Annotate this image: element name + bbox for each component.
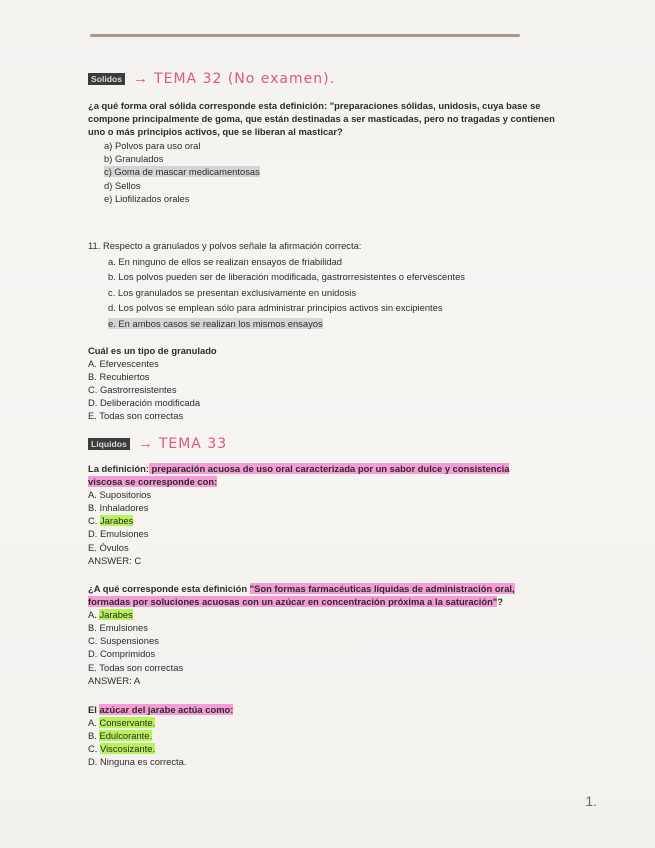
- option: a) Polvos para uso oral: [104, 140, 201, 152]
- option: D. Ninguna es correcta.: [88, 756, 187, 768]
- option: e) Liofilizados orales: [104, 192, 190, 204]
- option-answer: C. Jarabes: [88, 515, 134, 527]
- option-highlighted: e. En ambos casos se realizan los mismos ensayos: [108, 317, 323, 329]
- question-text: ¿a qué forma oral sólida corresponde esta definición: "preparaciones sólidas, unidosis, cuya base se compone principalmente de goma, que están destinadas a ser masticadas, pero no tragadas y contienen uno o más principios activos, que se liberan al masticar?: [88, 100, 555, 138]
- option: D. Deliberación modificada: [88, 397, 201, 409]
- arrow-icon: →: [133, 70, 149, 87]
- arrow-icon: →: [137, 435, 153, 452]
- question-block-5: [88, 582, 568, 687]
- option: b) Granulados: [104, 153, 164, 165]
- question-block-1: [88, 99, 558, 205]
- question-text-cont: formadas por soluciones acuosas con un azúcar en concentración próxima a la saturación"?: [88, 596, 503, 608]
- option: E. Óvulos: [88, 541, 129, 553]
- option: b. Los polvos pueden ser de liberación modificada, gastrorresistentes o efervescentes: [108, 271, 465, 283]
- option: E. Todas son correctas: [88, 410, 184, 422]
- option: B. Emulsiones: [88, 622, 148, 634]
- option: c. Los granulados se presentan exclusivamente en unidosis: [108, 286, 357, 298]
- question-text-cont: viscosa se corresponde con:: [88, 476, 218, 488]
- question-text: ¿A qué corresponde esta definición "Son formas farmacéuticas líquidas de administración oral,: [88, 583, 515, 594]
- question-text: El azúcar del jarabe actúa como:: [88, 704, 234, 715]
- question-block-4: [88, 462, 558, 567]
- option: A. Efervescentes: [88, 358, 159, 370]
- question-text: Cuál es un tipo de granulado: [88, 345, 217, 356]
- option: A. Supositorios: [88, 489, 152, 501]
- question-text: 11. Respecto a granulados y polvos señale la afirmación correcta:: [88, 240, 362, 251]
- answer-line: ANSWER: A: [88, 674, 141, 686]
- option: C. Gastrorresistentes: [88, 384, 177, 396]
- top-divider: [90, 34, 520, 37]
- section-tag: Solidos: [88, 73, 125, 85]
- page-number: 1.: [585, 793, 597, 809]
- option: B. Inhaladores: [88, 502, 149, 514]
- answer-line: ANSWER: C: [88, 554, 142, 566]
- option-answer: B. Edulcorante.: [88, 730, 153, 742]
- question-block-2: [88, 238, 558, 332]
- option: C. Suspensiones: [88, 635, 159, 647]
- option-answer: C. Viscosizante.: [88, 743, 156, 755]
- handwritten-title: TEMA 32 (No examen).: [154, 70, 336, 87]
- option-highlighted: c) Goma de mascar medicamentosas: [104, 166, 260, 178]
- option: a. En ninguno de ellos se realizan ensayos de friabilidad: [108, 255, 343, 267]
- option: D. Comprimidos: [88, 648, 156, 660]
- section-header-solidos: [88, 70, 335, 87]
- option: B. Recubiertos: [88, 371, 150, 383]
- option-answer: A. Conservante.: [88, 717, 156, 729]
- question-block-3: [88, 344, 558, 423]
- option-answer: A. Jarabes: [88, 609, 133, 621]
- section-header-liquidos: [88, 435, 227, 452]
- question-block-6: [88, 703, 558, 768]
- option: d. Los polvos se emplean sólo para administrar principios activos sin excipientes: [108, 302, 443, 314]
- handwritten-title: TEMA 33: [158, 435, 228, 452]
- option: E. Todas son correctas: [88, 661, 184, 673]
- section-tag: Líquidos: [88, 438, 130, 450]
- option: d) Sellos: [104, 179, 141, 191]
- option: D. Emulsiones: [88, 528, 149, 540]
- question-text: La definición: preparación acuosa de uso oral caracterizada por un sabor dulce y consistencia: [88, 463, 510, 474]
